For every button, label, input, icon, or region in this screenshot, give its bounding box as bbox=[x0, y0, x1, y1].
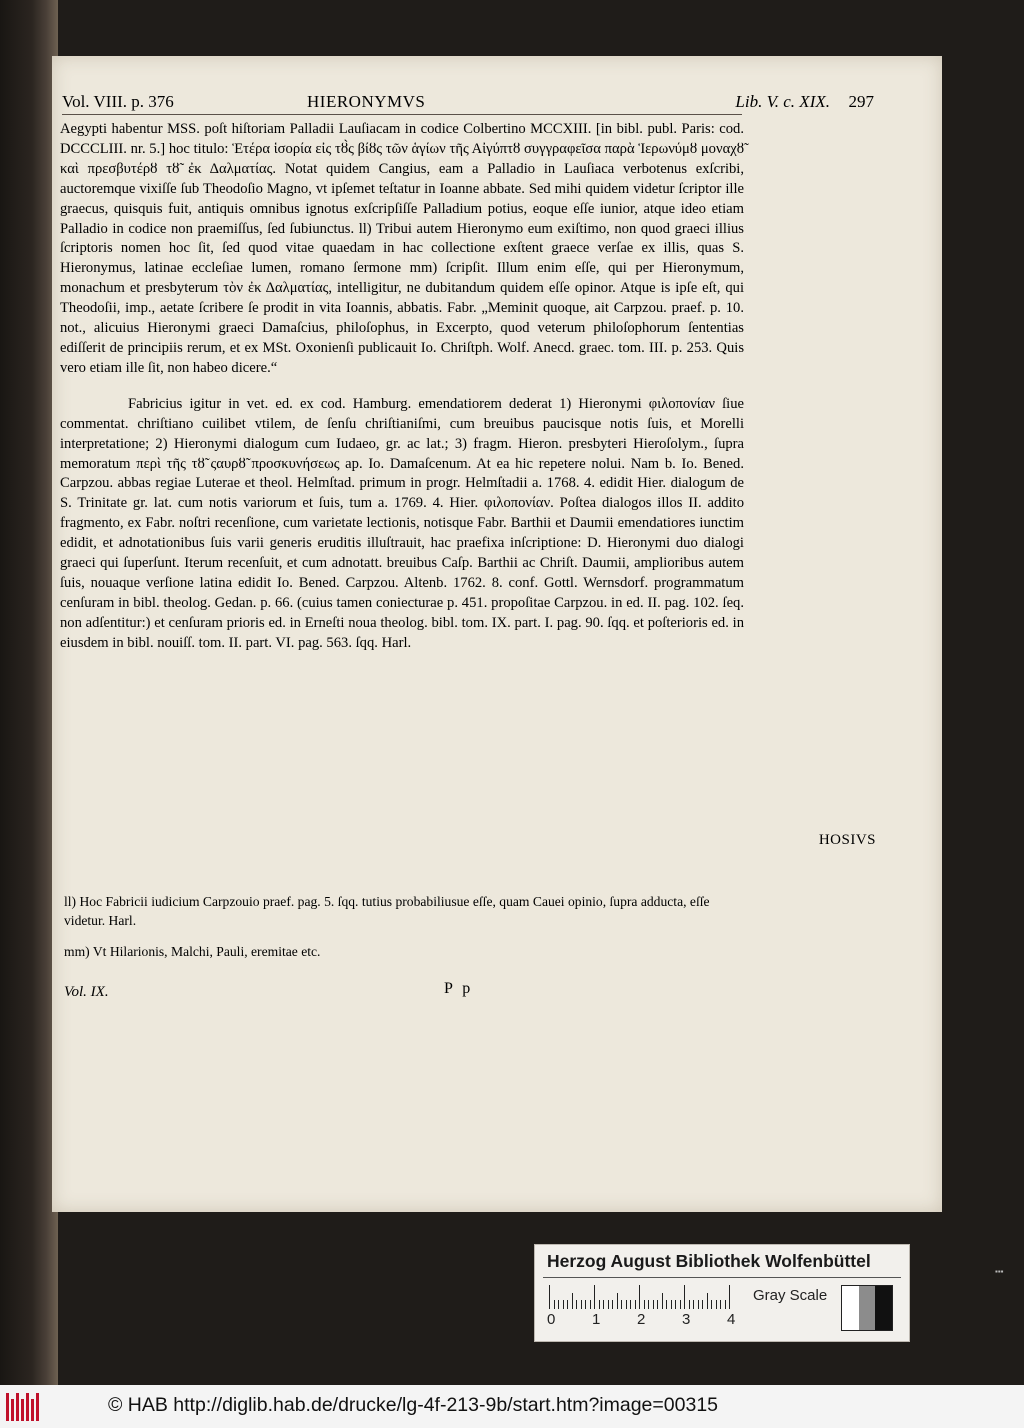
gray-scale-label: Gray Scale bbox=[753, 1287, 828, 1304]
ruler-tick bbox=[671, 1300, 672, 1309]
running-head bbox=[62, 92, 874, 114]
ruler-number: 2 bbox=[637, 1311, 646, 1328]
running-head-chapter: Lib. V. c. XIX. bbox=[735, 92, 830, 111]
ruler-tick bbox=[707, 1293, 708, 1309]
ruler-tick bbox=[599, 1300, 600, 1309]
ruler-tick bbox=[594, 1285, 595, 1309]
ruler-tick bbox=[684, 1285, 685, 1309]
ruler-tick bbox=[617, 1293, 618, 1309]
page-number: 297 bbox=[848, 92, 874, 111]
ruler-tick bbox=[630, 1300, 631, 1309]
gray-swatch bbox=[842, 1286, 859, 1330]
ruler-numbers bbox=[547, 1311, 747, 1331]
ruler-tick bbox=[644, 1300, 645, 1309]
ruler-number: 3 bbox=[682, 1311, 691, 1328]
ruler-tick bbox=[725, 1300, 726, 1309]
ruler-number: 0 bbox=[547, 1311, 556, 1328]
header-rule bbox=[62, 114, 742, 115]
footnotes bbox=[64, 892, 744, 973]
paragraph-1: Aegypti habentur MSS. poſt hiſtoriam Palladii Lauſiacam in codice Colbertino MCCXIII. [in bibl. publ. Paris: cod. DCCCLIII. nr. 5.] hoc titulo: Ἑτέρα ἱσορία εἰς τȣ̀ς βίȣς τῶν ἁγίων τῆς Αἰγύπτȣ συγγραφεῖσα παρὰ Ἱερωνύμȣ μοναχȣ̃ καὶ πρεσβυτέρȣ τȣ̃ ἐκ Δαλματίας. Notat quidem Cangius, eam a Palladio in Lauſiaca verbotenus exſcribi, auctoremque vixiſſe ſub Theodoſio Magno, vt ipſemet teſtatur in Ioanne abbate. Sed mihi quidem videtur ſcriptor ille graecus, quisquis fuit, antiquis omnibus ignotus exſcripſiſſe Palladium potius, eoque eſſe iunior, atque ideo etiam Palladio in codice non praemiſſus, ſed ſubiunctus. ll) Tribui autem Hieronymo eum exiſtimo, non quod graeci illius ſcriptoris nomen hoc ſit, ſed quod vitae quaedam in hac collectione exſtent graece verſae ex illis, quas S. Hieronymus, latinae eccleſiae lumen, romano ſermone mm) ſcripſit. Illum enim eſſe, qui per Hieronymum, monachum et presbyterum τὸν ἐκ Δαλματίας, intelligitur, ne dubitandum quidem eſſe opinor. Atque is ipſe eſt, qui Theodoſii, imp., aetate ſcribere ſe prodit in vita Ioannis, abbatis. Fabr. „Meminit quoque, ait Carpzou. praef. p. 10. not., alicuius Hieronymi graeci Damaſcius, philoſophus, in Excerpto, quod veterum philoſophorum ſententias ediſſerit de principiis rerum, et ex MSt. Oxonienſi publicauit Io. Chriſtph. Wolf. Anecd. graec. tom. III. p. 253. Quis vero etiam ille ſit, non habeo dicere.“ bbox=[60, 121, 744, 376]
ruler-tick bbox=[554, 1300, 555, 1309]
footnote-mm: mm) Vt Hilarionis, Malchi, Pauli, eremitae etc. bbox=[64, 944, 321, 959]
ruler-tick bbox=[648, 1300, 649, 1309]
paragraph-2: Fabricius igitur in vet. ed. ex cod. Hamburg. emendatiorem dederat 1) Hieronymi φιλοπονίαν ſiue commentat. chriſtiano cuilibet vtilem, de ſenſu chriſtianiſmi, cum breuibus paucisque notis ſuis, et Morelli interpretatione; 2) Hieronymi dialogum cum Iudaeo, gr. ac lat.; 3) fragm. Hieron. presbyteri Hieroſolym., ſupra memoratum περὶ τῆς τȣ̃ ςαυρȣ̃ προσκυνήσεως ap. Io. Damaſcenum. At ea hic repetere nolui. Nam b. Io. Bened. Carpzou. abbas regiae Luterae et theol. Helmſtad. primum in progr. Helmſtadii a. 1768. 4. edidit Hier. dialogum de S. Trinitate gr. lat. cum notis variorum et ſuis, tum a. 1769. 4. Hier. φιλοπονίαν. Poſtea dialogos illos II. addito fragmento, ex Fabr. noſtri recenſione, cum varietate lectionis, notisque Fabr. Barthii et Daumii emendatiores iunctim edidit, et adnotationibus ſuis varii generis eruditis illuſtrauit, hac praefixa inſcriptione: D. Hieronymi duo dialogi graeci qui ſuperſunt. Iterum recenſuit, et cum adnotatt. breuibus Caſp. Barthii ac Chriſt. Daumii, amplioribus autem ſuis, nouaque verſione latina edidit Io. Bened. Carpzou. Altenb. 1762. 8. conf. Gottl. Wernsdorf. programmatum cenſuram in bibl. theolog. Gedan. p. 66. (cuius tamen coniecturae p. 451. propoſitae Carpzou. in ed. II. pag. 102. ſeq. non adſentitur:) et cenſuram prioris ed. in Erneſti noua theolog. bibl. tom. IX. part. I. pag. 90. ſqq. et poſterioris ed. in eiusdem in bibl. nouiſſ. tom. II. part. VI. pag. 563. ſqq. Harl. bbox=[60, 395, 744, 651]
ruler-number: 1 bbox=[592, 1311, 601, 1328]
ruler-tick bbox=[585, 1300, 586, 1309]
gathering-signature: P p bbox=[444, 980, 474, 997]
logo-bar bbox=[21, 1399, 24, 1421]
gray-swatches bbox=[841, 1285, 893, 1331]
logo-bar bbox=[16, 1393, 19, 1421]
ruler-tick bbox=[720, 1300, 721, 1309]
ruler-tick bbox=[716, 1300, 717, 1309]
ruler-tick bbox=[698, 1300, 699, 1309]
ruler-tick bbox=[563, 1300, 564, 1309]
logo-bar bbox=[11, 1399, 14, 1421]
logo-bar bbox=[31, 1399, 34, 1421]
ruler-tick bbox=[608, 1300, 609, 1309]
ruler-tick bbox=[581, 1300, 582, 1309]
ruler-tick bbox=[675, 1300, 676, 1309]
next-entry-catchword: HOSIVS bbox=[818, 832, 876, 848]
ruler-tick bbox=[590, 1300, 591, 1309]
ruler-tick bbox=[666, 1300, 667, 1309]
ruler-tick bbox=[549, 1285, 550, 1309]
ruler-tick bbox=[662, 1293, 663, 1309]
volume-signature: Vol. IX. bbox=[64, 984, 109, 1000]
card-divider bbox=[543, 1277, 901, 1278]
ruler-tick bbox=[711, 1300, 712, 1309]
library-name: Herzog August Bibliothek Wolfenbüttel bbox=[547, 1251, 871, 1271]
logo-bar bbox=[6, 1393, 9, 1421]
ruler-tick bbox=[635, 1300, 636, 1309]
ruler-tick bbox=[612, 1300, 613, 1309]
ruler-tick bbox=[657, 1300, 658, 1309]
footnote-ll: ll) Hoc Fabricii iudicium Carpzouio praef. pag. 5. ſqq. tutius probabiliusue eſſe, quam Cauei opinio, ſupra adducta, eſſe videtur. Harl. bbox=[64, 894, 710, 928]
ruler-tick bbox=[689, 1300, 690, 1309]
ruler-tick bbox=[693, 1300, 694, 1309]
gray-swatch bbox=[859, 1286, 876, 1330]
hab-logo-icon bbox=[6, 1393, 42, 1421]
footer-url-text[interactable]: © HAB http://diglib.hab.de/drucke/lg-4f-213-9b/start.htm?image=00315 bbox=[108, 1394, 719, 1416]
ruler-tick bbox=[680, 1300, 681, 1309]
ruler-tick bbox=[639, 1285, 640, 1309]
ruler-tick bbox=[558, 1300, 559, 1309]
ruler-tick bbox=[729, 1285, 730, 1309]
ruler-tick bbox=[702, 1300, 703, 1309]
edge-mark: ▪▪▪ bbox=[995, 1267, 1004, 1276]
footer-bar bbox=[0, 1385, 1024, 1428]
ruler-tick bbox=[567, 1300, 568, 1309]
measurement-ruler bbox=[549, 1285, 739, 1309]
logo-bar bbox=[26, 1393, 29, 1421]
running-head-title: HIERONYMVS bbox=[307, 92, 426, 111]
book-gutter bbox=[0, 0, 58, 1385]
ruler-number: 4 bbox=[727, 1311, 736, 1328]
ruler-tick bbox=[653, 1300, 654, 1309]
ruler-tick bbox=[626, 1300, 627, 1309]
ruler-tick bbox=[603, 1300, 604, 1309]
ruler-tick bbox=[621, 1300, 622, 1309]
gray-swatch bbox=[875, 1286, 892, 1330]
gray-scale-card bbox=[534, 1244, 910, 1342]
ruler-tick bbox=[572, 1293, 573, 1309]
page-body bbox=[60, 120, 744, 654]
logo-bar bbox=[36, 1393, 39, 1421]
running-head-left: Vol. VIII. p. 376 bbox=[62, 92, 174, 111]
ruler-tick bbox=[576, 1300, 577, 1309]
